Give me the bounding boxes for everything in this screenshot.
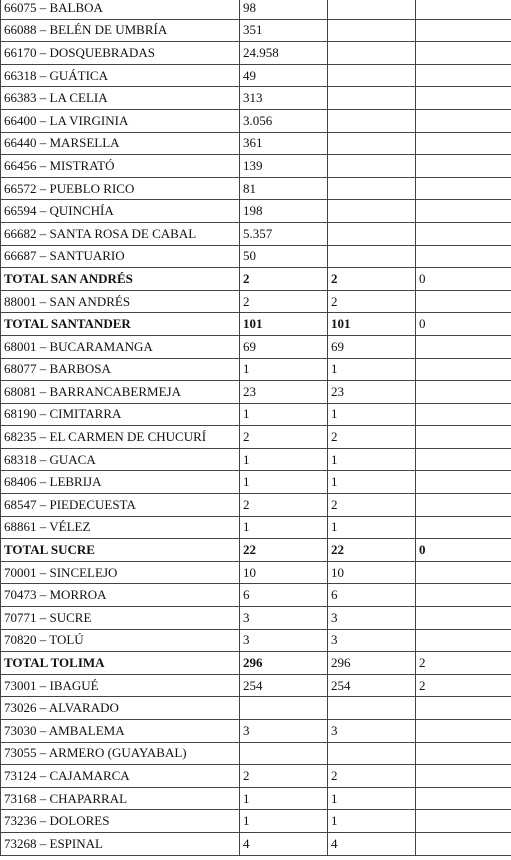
municipality-cell: 88001 – SAN ANDRÉS: [1, 290, 240, 313]
value-cell-2: 2: [328, 765, 416, 788]
table-row: [1, 132, 511, 155]
value-cell-2: [328, 64, 416, 87]
table-row: [1, 64, 511, 87]
municipality-cell: 68406 – LEBRIJA: [1, 471, 240, 494]
value-cell-2: [328, 200, 416, 223]
value-cell-3: 2: [416, 674, 511, 697]
value-cell-2: 23: [328, 381, 416, 404]
municipality-cell: 70001 – SINCELEJO: [1, 561, 240, 584]
value-cell-3: [416, 222, 511, 245]
municipality-cell: 73001 – IBAGUÉ: [1, 674, 240, 697]
value-cell-1: 2: [240, 494, 328, 517]
municipality-cell: 66170 – DOSQUEBRADAS: [1, 42, 240, 65]
total-row: [1, 652, 511, 675]
table-row: [1, 358, 511, 381]
value-cell-1: 1: [240, 810, 328, 833]
municipality-cell: 68547 – PIEDECUESTA: [1, 494, 240, 517]
value-cell-2: [328, 0, 416, 19]
table-row: [1, 222, 511, 245]
table-row: [1, 403, 511, 426]
municipality-cell: 73124 – CAJAMARCA: [1, 765, 240, 788]
table-row: [1, 742, 511, 765]
value-cell-2: [328, 87, 416, 110]
table-row: [1, 810, 511, 833]
table-row: [1, 155, 511, 178]
value-cell-3: [416, 561, 511, 584]
value-cell-2: [328, 177, 416, 200]
value-cell-1: [240, 742, 328, 765]
value-cell-3: [416, 109, 511, 132]
value-cell-1: 2: [240, 290, 328, 313]
municipality-cell: 68235 – EL CARMEN DE CHUCURÍ: [1, 426, 240, 449]
value-cell-3: [416, 245, 511, 268]
table-row: [1, 200, 511, 223]
value-cell-3: [416, 471, 511, 494]
municipality-cell: 70771 – SUCRE: [1, 607, 240, 630]
table-row: [1, 335, 511, 358]
municipality-cell: TOTAL SAN ANDRÉS: [1, 268, 240, 291]
municipality-cell: 73030 – AMBALEMA: [1, 720, 240, 743]
value-cell-2: [328, 155, 416, 178]
value-cell-2: 1: [328, 448, 416, 471]
table-row: [1, 720, 511, 743]
value-cell-3: [416, 448, 511, 471]
value-cell-2: [328, 19, 416, 42]
value-cell-3: [416, 516, 511, 539]
value-cell-3: [416, 787, 511, 810]
value-cell-1: 69: [240, 335, 328, 358]
table-row: [1, 290, 511, 313]
value-cell-3: [416, 290, 511, 313]
municipality-cell: 66456 – MISTRATÓ: [1, 155, 240, 178]
table-row: [1, 674, 511, 697]
total-row: [1, 313, 511, 336]
table-row: [1, 471, 511, 494]
value-cell-2: [328, 742, 416, 765]
value-cell-1: 1: [240, 358, 328, 381]
municipality-cell: 68190 – CIMITARRA: [1, 403, 240, 426]
table-row: [1, 381, 511, 404]
municipality-cell: 66687 – SANTUARIO: [1, 245, 240, 268]
value-cell-3: [416, 720, 511, 743]
value-cell-3: [416, 765, 511, 788]
value-cell-3: [416, 810, 511, 833]
municipality-cell: 66075 – BALBOA: [1, 0, 240, 19]
municipality-cell: 73026 – ALVARADO: [1, 697, 240, 720]
value-cell-2: 2: [328, 268, 416, 291]
value-cell-1: 198: [240, 200, 328, 223]
table-row: [1, 0, 511, 19]
value-cell-1: 361: [240, 132, 328, 155]
total-row: [1, 539, 511, 562]
municipality-cell: 68318 – GUACA: [1, 448, 240, 471]
value-cell-1: 351: [240, 19, 328, 42]
value-cell-1: 101: [240, 313, 328, 336]
value-cell-2: 1: [328, 403, 416, 426]
table-row: [1, 426, 511, 449]
value-cell-2: [328, 222, 416, 245]
value-cell-1: 3.056: [240, 109, 328, 132]
value-cell-1: 81: [240, 177, 328, 200]
table-row: [1, 561, 511, 584]
value-cell-2: 2: [328, 494, 416, 517]
value-cell-2: 69: [328, 335, 416, 358]
value-cell-3: [416, 155, 511, 178]
municipality-cell: TOTAL SANTANDER: [1, 313, 240, 336]
value-cell-2: [328, 42, 416, 65]
value-cell-2: 3: [328, 720, 416, 743]
municipality-cell: 70820 – TOLÚ: [1, 629, 240, 652]
value-cell-3: [416, 200, 511, 223]
value-cell-1: 22: [240, 539, 328, 562]
municipality-cell: 66440 – MARSELLA: [1, 132, 240, 155]
value-cell-1: 139: [240, 155, 328, 178]
table-row: [1, 697, 511, 720]
value-cell-2: 1: [328, 358, 416, 381]
value-cell-3: [416, 832, 511, 855]
municipality-cell: 68081 – BARRANCABERMEJA: [1, 381, 240, 404]
table-row: [1, 584, 511, 607]
value-cell-3: [416, 697, 511, 720]
value-cell-2: 2: [328, 290, 416, 313]
value-cell-1: 23: [240, 381, 328, 404]
value-cell-3: [416, 0, 511, 19]
value-cell-2: 296: [328, 652, 416, 675]
table-row: [1, 787, 511, 810]
value-cell-1: 1: [240, 403, 328, 426]
value-cell-2: 101: [328, 313, 416, 336]
table-body: [1, 0, 511, 855]
value-cell-2: 3: [328, 629, 416, 652]
table-row: [1, 607, 511, 630]
table-row: [1, 177, 511, 200]
table-row: [1, 516, 511, 539]
table-row: [1, 494, 511, 517]
value-cell-1: 1: [240, 471, 328, 494]
value-cell-2: [328, 697, 416, 720]
value-cell-3: [416, 607, 511, 630]
value-cell-1: 254: [240, 674, 328, 697]
value-cell-2: [328, 132, 416, 155]
table-row: [1, 245, 511, 268]
table-row: [1, 629, 511, 652]
value-cell-1: 2: [240, 426, 328, 449]
value-cell-3: [416, 381, 511, 404]
value-cell-2: 4: [328, 832, 416, 855]
value-cell-1: 3: [240, 607, 328, 630]
value-cell-2: 1: [328, 471, 416, 494]
value-cell-1: 50: [240, 245, 328, 268]
municipality-cell: 68861 – VÉLEZ: [1, 516, 240, 539]
value-cell-3: 0: [416, 268, 511, 291]
value-cell-1: 1: [240, 787, 328, 810]
municipality-cell: 66682 – SANTA ROSA DE CABAL: [1, 222, 240, 245]
value-cell-1: 4: [240, 832, 328, 855]
value-cell-1: 24.958: [240, 42, 328, 65]
value-cell-3: [416, 629, 511, 652]
value-cell-3: [416, 87, 511, 110]
municipality-cell: TOTAL SUCRE: [1, 539, 240, 562]
value-cell-1: 49: [240, 64, 328, 87]
municipality-cell: 66572 – PUEBLO RICO: [1, 177, 240, 200]
value-cell-1: 10: [240, 561, 328, 584]
value-cell-2: 2: [328, 426, 416, 449]
value-cell-1: 5.357: [240, 222, 328, 245]
table-row: [1, 87, 511, 110]
value-cell-2: 3: [328, 607, 416, 630]
value-cell-2: [328, 245, 416, 268]
value-cell-1: 296: [240, 652, 328, 675]
value-cell-2: 254: [328, 674, 416, 697]
value-cell-3: [416, 335, 511, 358]
municipality-cell: 73168 – CHAPARRAL: [1, 787, 240, 810]
table-row: [1, 765, 511, 788]
value-cell-3: [416, 494, 511, 517]
municipality-cell: 66383 – LA CELIA: [1, 87, 240, 110]
value-cell-3: [416, 742, 511, 765]
value-cell-1: 1: [240, 448, 328, 471]
table-row: [1, 832, 511, 855]
value-cell-3: [416, 64, 511, 87]
value-cell-1: 1: [240, 516, 328, 539]
municipality-cell: 66088 – BELÉN DE UMBRÍA: [1, 19, 240, 42]
table-row: [1, 19, 511, 42]
value-cell-2: 1: [328, 516, 416, 539]
municipality-cell: 73055 – ARMERO (GUAYABAL): [1, 742, 240, 765]
value-cell-3: [416, 426, 511, 449]
value-cell-1: 313: [240, 87, 328, 110]
value-cell-2: 1: [328, 810, 416, 833]
value-cell-3: [416, 177, 511, 200]
table-row: [1, 448, 511, 471]
value-cell-2: 1: [328, 787, 416, 810]
value-cell-3: [416, 19, 511, 42]
value-cell-2: 22: [328, 539, 416, 562]
value-cell-3: [416, 403, 511, 426]
value-cell-3: [416, 132, 511, 155]
table-row: [1, 42, 511, 65]
value-cell-1: 3: [240, 720, 328, 743]
municipality-cell: 68077 – BARBOSA: [1, 358, 240, 381]
value-cell-3: 2: [416, 652, 511, 675]
municipality-cell: 73268 – ESPINAL: [1, 832, 240, 855]
municipality-cell: TOTAL TOLIMA: [1, 652, 240, 675]
total-row: [1, 268, 511, 291]
municipality-cell: 73236 – DOLORES: [1, 810, 240, 833]
value-cell-3: 0: [416, 313, 511, 336]
value-cell-1: 98: [240, 0, 328, 19]
value-cell-2: [328, 109, 416, 132]
municipality-cell: 66400 – LA VIRGINIA: [1, 109, 240, 132]
value-cell-1: 2: [240, 765, 328, 788]
value-cell-1: [240, 697, 328, 720]
table-row: [1, 109, 511, 132]
value-cell-3: [416, 42, 511, 65]
value-cell-1: 2: [240, 268, 328, 291]
value-cell-2: 10: [328, 561, 416, 584]
municipality-cell: 66594 – QUINCHÍA: [1, 200, 240, 223]
municipality-cell: 68001 – BUCARAMANGA: [1, 335, 240, 358]
value-cell-1: 6: [240, 584, 328, 607]
value-cell-2: 6: [328, 584, 416, 607]
value-cell-1: 3: [240, 629, 328, 652]
value-cell-3: [416, 584, 511, 607]
municipality-cell: 70473 – MORROA: [1, 584, 240, 607]
value-cell-3: 0: [416, 539, 511, 562]
value-cell-3: [416, 358, 511, 381]
municipality-cell: 66318 – GUÁTICA: [1, 64, 240, 87]
